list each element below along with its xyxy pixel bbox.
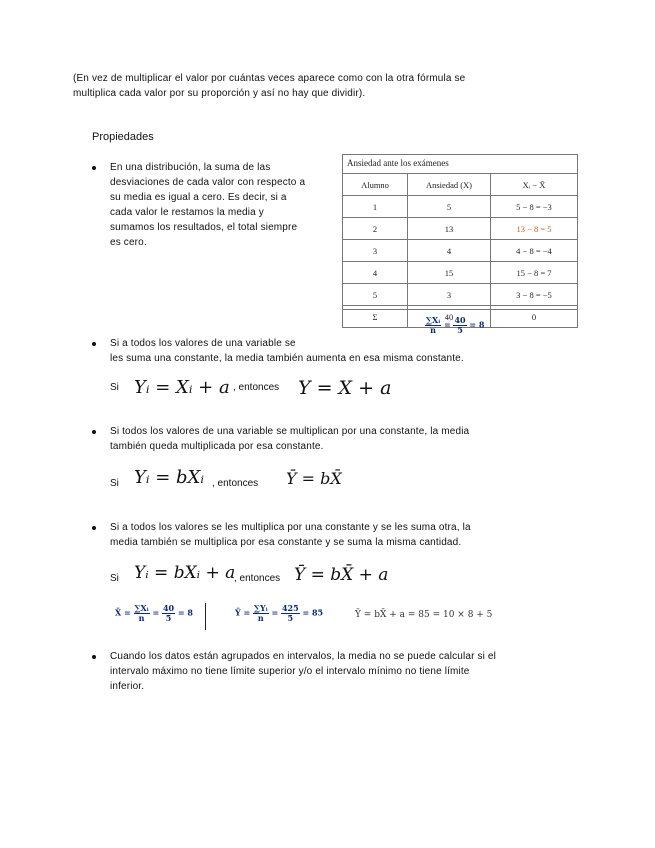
bullet-line: Si todos los valores de una variable se multiplican por una constante, la media [110, 426, 470, 437]
separator-divider [205, 603, 206, 630]
fraction-numerator: ∑Yᵢ [254, 603, 268, 613]
bullet-line: media también se multiplica por esa constante y se suma la misma cantidad. [110, 537, 462, 548]
table-cell: 40 [408, 306, 491, 328]
mean-formula: $\frac{\text{∑Xᵢ}}{n}$ = $\frac{40}{5}$ = 8 [426, 315, 485, 335]
fraction-numerator: ∑Xᵢ [426, 315, 441, 325]
table-cell: 5 [343, 284, 408, 306]
bullet-line: Si a todos los valores de una variable se [110, 338, 296, 349]
table-row [343, 284, 578, 306]
fraction-denominator: 5 [287, 613, 294, 623]
intro-paragraph [73, 71, 465, 101]
fraction [162, 604, 175, 623]
fraction-denominator: n [138, 613, 145, 623]
bullet-property-grouped-intervals [110, 649, 496, 694]
formula-result: = 8 [177, 607, 193, 618]
fraction [453, 316, 466, 335]
bullet-icon [92, 342, 96, 346]
bullet-line: intervalo máximo no tiene límite superior y/o el intervalo mínimo no tiene límite [110, 666, 470, 677]
bullet-line: también queda multiplicada por esa constante. [110, 441, 324, 452]
example-y-mean: Ȳ = $\frac{\text{∑Yᵢ}}{n}$ = $\frac{425}{5}$ = 85 [235, 603, 324, 623]
formula-entonces-label: , entonces [212, 478, 259, 489]
bullet-line: es cero. [110, 237, 147, 248]
bullet-property-add-constant [110, 336, 464, 366]
fraction-numerator: ∑Xᵢ [134, 603, 149, 613]
table-cell: 4 [343, 262, 408, 284]
fraction [253, 604, 269, 623]
fraction-denominator: n [430, 325, 436, 335]
intro-line: multiplica cada valor por su proporción y así no hay que dividir). [73, 88, 366, 99]
formula-multiply-right: Ȳ = bX̄ [286, 469, 342, 488]
table-cell: 3 [408, 284, 491, 306]
formula-multiply-add-right: Ȳ = bX̄ + a [294, 565, 389, 585]
formula-si-label: Si [110, 382, 119, 393]
bullet-line: Si a todos los valores se les multiplica por una constante y se les suma otra, la [110, 522, 471, 533]
table-cell: 2 [343, 218, 408, 240]
formula-si-label: Si [110, 478, 119, 489]
section-title: Propiedades [92, 131, 154, 143]
bullet-property-multiply-add [110, 520, 471, 550]
table-row [343, 196, 578, 218]
table-cell: 4 [408, 240, 491, 262]
fraction [134, 604, 150, 623]
bullet-property-sum-deviations [110, 160, 330, 250]
table-cell: Σ [343, 306, 408, 328]
table-cell: 13 − 8 = 5 [491, 218, 578, 240]
fraction-numerator: 425 [281, 603, 299, 613]
fraction-numerator: 40 [162, 603, 175, 613]
fraction-denominator: n [257, 613, 264, 623]
bullet-line: Cuando los datos están agrupados en intervalos, la media no se puede calcular si el [110, 651, 497, 662]
bullet-line: les suma una constante, la media también aumenta en esa misma constante. [110, 353, 464, 364]
table-header-cell: Xᵢ − X̄ [491, 174, 578, 196]
formula-multiply-left: Yᵢ = bXᵢ [134, 467, 204, 488]
formula-entonces-label: , entonces [234, 573, 281, 584]
table-header-cell: Ansiedad (X) [408, 174, 491, 196]
table-cell: 1 [343, 196, 408, 218]
bullet-property-multiply-constant [110, 424, 469, 454]
bullet-line: inferior. [110, 681, 145, 692]
table-header-row [343, 174, 578, 196]
fraction [281, 604, 300, 623]
bullet-icon [92, 166, 96, 170]
formula-add-right: Y = X + a [298, 377, 392, 399]
bullet-line: En una distribución, la suma de las [110, 162, 271, 173]
bullet-line: su media es igual a cero. Es decir, si a [110, 192, 287, 203]
table-grid [342, 173, 578, 328]
table-cell: 5 − 8 = −3 [491, 196, 578, 218]
formula-result: = 85 [302, 607, 324, 618]
example-label: X̄ = [115, 607, 131, 618]
table-header-cell: Alumno [343, 174, 408, 196]
table-cell: 5 [408, 196, 491, 218]
fraction-numerator: 40 [454, 315, 466, 325]
table-cell: 15 [408, 262, 491, 284]
example-x-mean: X̄ = $\frac{\text{∑Xᵢ}}{n}$ = $\frac{40}{5}$ = 8 [115, 603, 193, 623]
anxiety-table [342, 154, 578, 322]
table-row [343, 262, 578, 284]
table-row [343, 240, 578, 262]
formula-si-label: Si [110, 573, 119, 584]
fraction [425, 316, 441, 335]
bullet-line: desviaciones de cada valor con respecto a [110, 177, 306, 188]
formula-result: = 8 [469, 319, 485, 330]
table-cell: 13 [408, 218, 491, 240]
formula-add-left: Yᵢ = Xᵢ + a [134, 377, 230, 398]
fraction-denominator: 5 [165, 613, 172, 623]
example-label: Ȳ = [235, 607, 251, 618]
formula-multiply-add-left: Yᵢ = bXᵢ + a [134, 563, 236, 583]
bullet-icon [92, 430, 96, 434]
fraction-denominator: 5 [457, 325, 463, 335]
intro-line: (En vez de multiplicar el valor por cuántas veces aparece como con la otra fórmula se [73, 73, 466, 84]
table-cell: 15 − 8 = 7 [491, 262, 578, 284]
table-caption: Ansiedad ante los exámenes [347, 158, 449, 168]
formula-entonces-label: , entonces [233, 382, 280, 393]
example-transform: Ȳ = bX̄ + a = 85 = 10 × 8 + 5 [355, 610, 493, 620]
bullet-icon [92, 526, 96, 530]
bullet-line: cada valor le restamos la media y [110, 207, 264, 218]
bullet-icon [92, 655, 96, 659]
table-cell: 3 [343, 240, 408, 262]
bullet-line: sumamos los resultados, el total siempre [110, 222, 298, 233]
table-row [343, 218, 578, 240]
table-cell: 0 [491, 306, 578, 328]
table-cell: 3 − 8 = −5 [491, 284, 578, 306]
table-cell: 4 − 8 = −4 [491, 240, 578, 262]
